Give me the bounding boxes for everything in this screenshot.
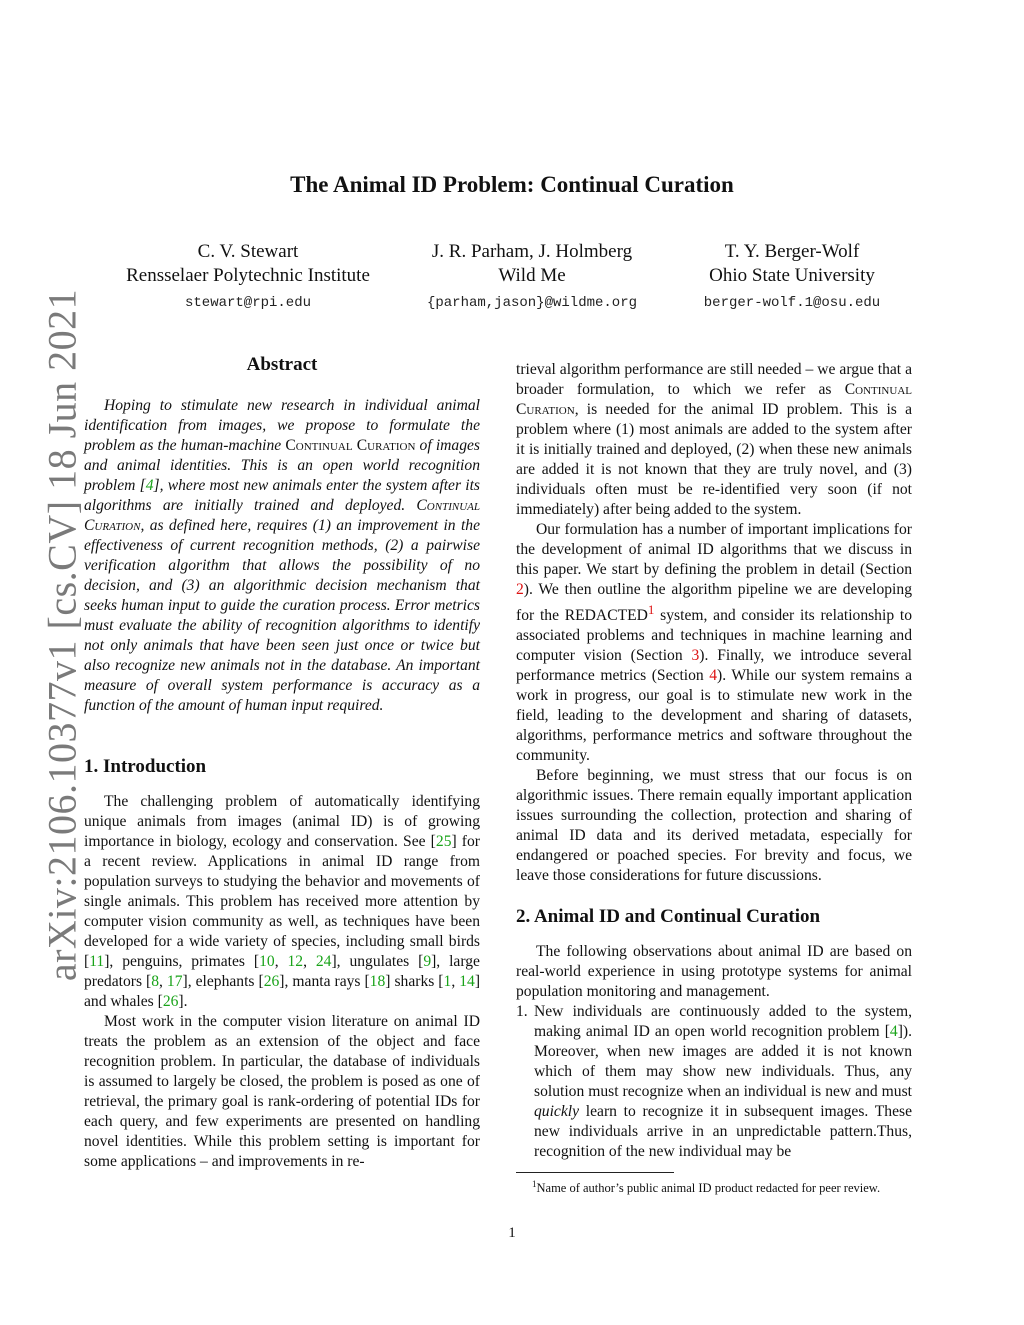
list-item: 1. New individuals are continuously added to the system, making animal ID an open world recognition problem [4]). Moreover, when new images are added it is not known which of them may show new individuals. Thus, any solution must recognize when an individual is new and must quickly learn to recognize it in subsequent images. These new individuals arrive in an unpredictable pattern.Thus, recognition of the new individual may be <box>516 1003 912 1161</box>
author-block-berger-wolf <box>672 240 912 311</box>
citation-link[interactable]: 26 <box>263 973 280 990</box>
abstract-text: Hoping to stimulate new research in individual animal identification from images, we propose to formulate the problem as the human-machine Continual Curation of images and animal identities. This is an open world recognition problem [4], where most new animals enter the system after its algorithms are initially trained and deployed. Continual Curation, as defined here, requires (1) an improvement in the effectiveness of current recognition methods, (2) a pairwise verification algorithm that allows the possibility of no decision, and (3) an algorithmic decision mechanism that seeks human input to guide the curation process. Error metrics must evaluate the ability of recognition algorithms to identify not only animals that have been seen just once or twice but also recognize new animals not in the database. An important measure of overall system performance is accuracy as a function of the amount of human input required. <box>84 397 481 714</box>
footnote-mark: 1 <box>532 1179 537 1189</box>
author-block-parham-holmberg <box>402 240 662 311</box>
intro-paragraph-5: Before beginning, we must stress that our focus is on algorithmic issues. There remain equally important application issues surrounding the collection, protection and sharing of animal ID data and its derived metadata, especially for endangered or poached species. For brevity and focus, we leave those considerations for future discussions. <box>516 767 912 885</box>
left-column <box>84 355 480 1172</box>
author-affiliation: Rensselaer Polytechnic Institute <box>126 265 370 286</box>
intro-paragraph-4: Our formulation has a number of important implications for the development of animal ID algorithms that we discuss in this paper. We start by defining the problem in detail (Section 2). We then outline the algorithm pipeline we are developing for the REDACTED$^1$ system, and consider its relationship to associated problems and techniques in machine learning and computer vision (Section 3). Finally, we introduce several performance metrics (Section 4). While our system remains a work in progress, our goal is to stimulate new work in the field, leading to the development and sharing of datasets, algorithms, performance metrics and software throughout the community. <box>516 521 913 765</box>
author-affiliation: Wild Me <box>498 265 566 286</box>
section2-paragraph-1: The following observations about animal ID are based on real-world experience in using prototype systems for animal population monitoring and management. <box>516 943 912 1001</box>
author-email: stewart@rpi.edu <box>184 295 312 311</box>
continual-curation-term: Continual Curation <box>516 381 912 418</box>
citation-link[interactable]: 8 <box>151 973 160 990</box>
right-column <box>516 360 912 1162</box>
continual-curation-term: Continual Curation <box>84 497 480 534</box>
author-name: C. V. Stewart <box>197 241 299 262</box>
citation-link[interactable]: 25 <box>435 833 452 850</box>
author-affiliation: Ohio State University <box>709 265 875 286</box>
citation-link[interactable]: 4 <box>889 1023 898 1041</box>
footnote-marker[interactable]: 1 <box>647 602 655 617</box>
section-reference-link[interactable]: 3 <box>691 647 700 665</box>
abstract-heading: Abstract <box>246 354 318 375</box>
section-reference-link[interactable]: 2 <box>516 581 524 598</box>
citation-link[interactable]: 1 <box>443 973 452 990</box>
citation-link[interactable]: 4 <box>145 477 154 494</box>
footnote <box>532 1179 880 1196</box>
author-email: berger-wolf.1@osu.edu <box>703 295 881 311</box>
citation-link[interactable]: 26 <box>162 993 179 1010</box>
section-reference-link[interactable]: 4 <box>709 667 718 685</box>
citation-link[interactable]: 9 <box>423 953 432 970</box>
citation-link[interactable]: 18 <box>369 973 386 990</box>
author-block-stewart <box>118 240 378 311</box>
intro-paragraph-1: The challenging problem of automatically identifying unique animals from images (animal ID) is of growing importance in biology, ecology and conservation. See [25] for a recent review. Applications in animal ID range from population surveys to studying the behavior and movements of single animals. This problem has received more attention by computer vision community as well, as techniques have been developed for a wide variety of species, including small birds [11], penguins, primates [10, 12, 24], ungulates [9], large predators [8, 17], elephants [26], manta rays [18] sharks [1, 14] and whales [26]. <box>84 793 481 1010</box>
citation-link[interactable]: 14 <box>459 973 475 990</box>
emphasis-text: quickly <box>534 1103 580 1121</box>
footnote-divider <box>516 1172 674 1173</box>
page-number: 1 <box>508 1225 516 1241</box>
observations-list <box>516 1002 912 1162</box>
author-name: T. Y. Berger-Wolf <box>724 241 860 262</box>
citation-link[interactable]: 24 <box>315 953 332 970</box>
author-email: {parham,jason}@wildme.org <box>426 295 638 311</box>
continual-curation-term: Continual Curation <box>285 437 416 454</box>
list-number: 1. <box>516 1003 528 1021</box>
citation-link[interactable]: 12 <box>287 953 304 970</box>
citation-link[interactable]: 11 <box>89 953 105 970</box>
section-heading-animal-id: 2. Animal ID and Continual Curation <box>516 906 821 928</box>
intro-paragraph-2: Most work in the computer vision literature on animal ID treats the problem as an extension of the object and face recognition problem. In particular, the database of individuals is assumed to largely be closed, the problem is posed as one of retrieval, the primary goal is rank-ordering of potential IDs for each query, and few experiments are presented on handling novel identities. While this problem setting is important for some applications – and improvements in re- <box>84 1013 480 1170</box>
paper-title: The Animal ID Problem: Continual Curation <box>290 172 734 197</box>
intro-paragraph-3: trieval algorithm performance are still needed – we argue that a broader formulation, to which we refer as Continual Curation, is needed for the animal ID problem. This is a problem where (1) most animals are added to the system after it is initially trained and deployed, (2) when these new animals are added it is not known that they are truly novel, and (3) individuals often must be re-identified very soon (if not immediately) after being added to the system. <box>516 361 912 518</box>
author-name: J. R. Parham, J. Holmberg <box>431 241 633 262</box>
citation-link[interactable]: 17 <box>166 973 183 990</box>
arxiv-identifier: arXiv:2106.10377v1 [cs.CV] 18 Jun 2021 <box>39 288 85 982</box>
section-heading-introduction: 1. Introduction <box>84 756 207 777</box>
footnote-text: Name of author’s public animal ID product redacted for peer review. <box>536 1181 881 1196</box>
citation-link[interactable]: 10 <box>259 953 275 970</box>
